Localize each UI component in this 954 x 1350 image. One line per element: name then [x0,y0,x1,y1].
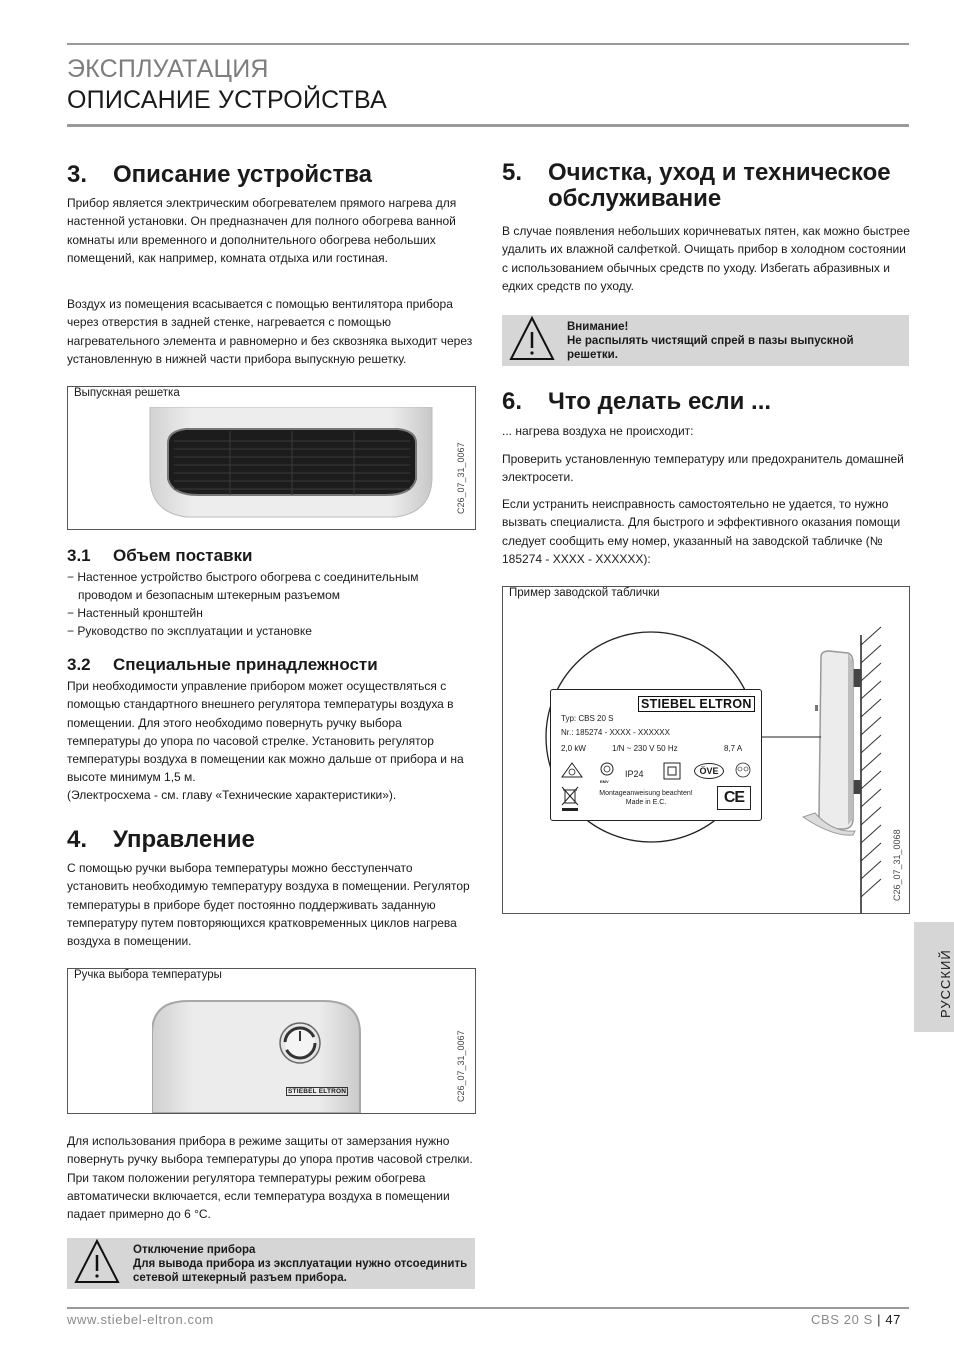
test-mark-icon [733,762,753,780]
section-5-paragraph: В случае появления небольших коричневатых пятен, как можно быстрее удалить их влажной салфеткой. Очищать прибор в холодном состоянии с использованием обычных средств по уходу. Избегать абразивных и едких средств по уходу. [502,224,910,293]
warning-text: Внимание! Не распылять чистящий спрей в пазы выпускной решетки. [567,321,854,361]
weee-bin-icon [561,785,579,813]
figure-code: C26_07_31_0067 [456,1030,466,1102]
header-top-rule [67,43,909,45]
section-6-paragraph-1: ... нагрева воздуха не происходит: [502,424,694,438]
figure-nameplate [502,586,910,914]
section-3-paragraph-1: Прибор является электрическим обогревателем прямого нагрева для настенной установки. Он предназначен для полного обогрева ванной комнаты или временного и дополнительного обогрева небольших помещений, как например, комната отдыха или гостиная. [67,196,457,265]
figure-caption: Пример заводской таблички [509,587,660,599]
section-3-1-heading: 3.1 Объем поставки [67,546,253,565]
nameplate-brand: STIEBEL ELTRON [638,696,755,712]
nameplate-ip-rating: IP24 [625,769,644,779]
footer-model-page: CBS 20 S | 47 [811,1312,901,1327]
section-6-paragraph-3: Если устранить неисправность самостоятельно не удается, то нужно вызвать специалиста. Для быстрого и эффективного оказания помощи следует сообщить ему номер, указанный на заводской табличке (№ 185274 - XXXX - XXXXXX): [502,497,901,566]
list-item: − Настенный кронштейн [67,606,203,620]
section-4-paragraph-2: Для использования прибора в режиме защиты от замерзания нужно повернуть ручку выбора температуры до упора против часовой стрелки. При таком положении регулятора температуры режим обогрева автоматически включается, если температура воздуха в помещении падает примерно до 6 °C. [67,1134,473,1222]
section-3-2-paragraph: При необходимости управление прибором может осуществляться с помощью стандартного внешнего регулятора температуры воздуха в помещении. Для этого необходимо повернуть ручку выбора температуры до упора по часовой стрелке. Установить регулятор температуры воздуха в помещении как можно дальше от прибора и на высоте минимум 1,5 м. [67,679,464,785]
section-3-2-heading: 3.2 Специальные принадлежности [67,655,378,674]
header-chapter: ЭКСПЛУАТАЦИЯ [67,55,269,83]
nameplate-number: Nr.: 185274 - XXXX - XXXXXX [561,728,670,737]
list-item: − Руководство по эксплуатации и установке [67,624,312,638]
emv-mark-icon [598,761,616,781]
figure-code: C26_07_31_0068 [892,829,902,901]
class-ii-icon [663,762,681,780]
gs-mark-icon [561,762,583,778]
section-6-paragraph-2: Проверить установленную температуру или предохранитель домашней электросети. [502,452,904,485]
brand-logo: STIEBEL ELTRON [288,1088,347,1095]
ce-mark: CE [717,786,751,810]
heater-grille-illustration [146,407,436,529]
section-5-heading: 5. Очистка, уход и техническое обслуживание [502,159,891,212]
nameplate-current: 8,7 A [724,744,743,753]
nameplate-voltage: 1/N ~ 230 V 50 Hz [612,744,678,753]
warning-text: Отключение прибора Для вывода прибора из эксплуатации нужно отсоединить сетевой штекерный разъем прибора. [133,1244,468,1284]
warning-triangle-icon [508,315,556,363]
section-3-2-note: (Электросхема - см. главу «Технические характеристики»). [67,788,397,802]
language-label: РУССКИЙ [938,949,953,1018]
header-bottom-rule [67,124,909,127]
footer-rule [67,1307,909,1309]
nameplate-power: 2,0 kW [561,744,586,753]
emv-label: EMV [600,779,609,784]
section-4-paragraph-1: С помощью ручки выбора температуры можно бесступенчато установить необходимую температуру воздуха в помещении. Регулятор температуры в приборе будет постоянно поддерживать заданную температуру путем повторяющихся кратковременных циклов нагрева воздуха в помещении. [67,861,470,949]
nameplate [550,689,762,821]
figure-temperature-knob [67,968,476,1114]
figure-code: C26_07_31_0067 [456,442,466,514]
section-4-heading: 4. Управление [67,826,255,853]
figure-caption: Выпускная решетка [74,387,180,399]
section-3-heading: 3. Описание устройства [67,161,372,188]
delivery-list [67,568,475,640]
figure-caption: Ручка выбора температуры [74,969,222,981]
section-6-heading: 6. Что делать если ... [502,388,772,415]
footer-url[interactable]: www.stiebel-eltron.com [67,1312,214,1327]
nameplate-type: Typ: CBS 20 S [561,714,614,723]
ove-mark: ÖVE [694,763,724,779]
warning-box-shutdown [67,1238,475,1289]
language-side-tab [914,922,954,1032]
nameplate-notes: Montageanweisung beachten! Made in E.C. [599,790,693,806]
section-3-paragraph-2: Воздух из помещения всасывается с помощью вентилятора прибора через отверстия в задней стенке, нагревается с помощью нагревательного элемента и равномерно и без сквозняка выходит через установленную в нижней части прибора выпускную решетку. [67,297,473,366]
warning-triangle-icon [73,1238,121,1286]
list-item: − Настенное устройство быстрого обогрева с соединительным проводом и безопасным штекерным разъемом [67,570,419,602]
figure-outlet-grille [67,386,476,530]
warning-box-cleaning [502,315,909,366]
header-section: ОПИСАНИЕ УСТРОЙСТВА [67,86,387,114]
